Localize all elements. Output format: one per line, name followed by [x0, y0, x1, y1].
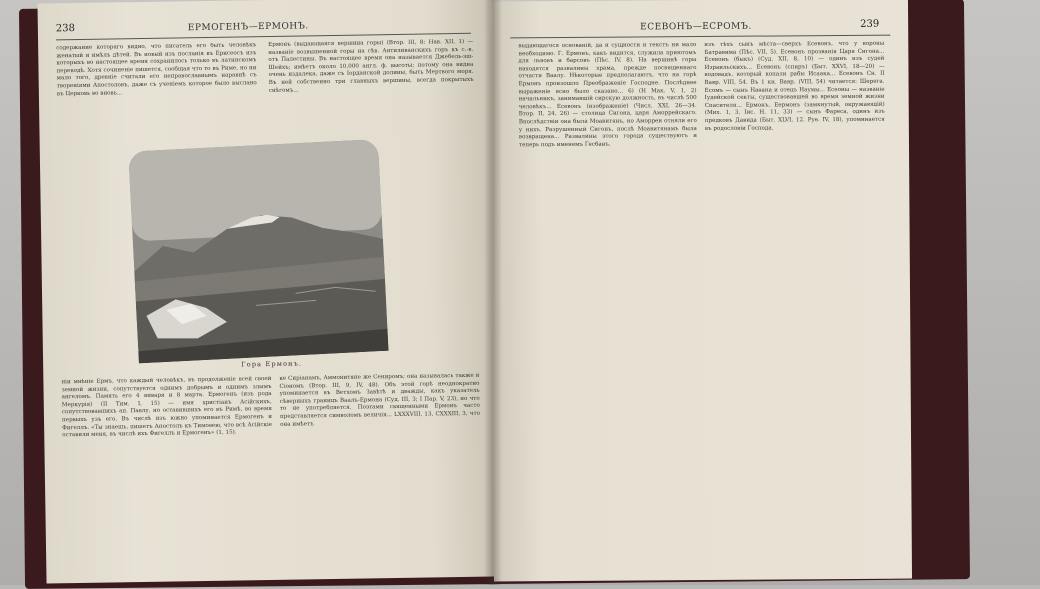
left-col1-bottom-text: ніи мнѣніе Ермъ, что каждый человѣкъ, въ продолженіе всей своей земной жизни, сопутствуется однимъ добрымъ и однимъ злымъ ангеломъ. Память его 4 января и 8 марта. Ермогенъ (изъ рода Меркурія) (II Тим. I, 15) — имя христіанъ Асійскихъ, сопутствовавшихъ ап. Павлу, но оставившихъ его въ Римѣ, во время первыхъ узъ его. Въ числѣ изъ южно упоминается Ермогенъ и Фигеллъ. «Ты знаешь, пишетъ Апостолъ къ Тимоѳею, что всѣ Асійскіе оставили меня, въ числѣ ихъ Фигеллъ и Ермогенъ» (1, 15). — [61, 375, 273, 439]
left-col2-top — [268, 39, 475, 142]
left-col1-bottom — [61, 376, 274, 579]
header-rule-right — [510, 35, 890, 39]
left-col2-top-text: Ермонъ (выдающаяся вершина горы) (Втор. III, 8; Нав. XII, 1) — названіе возвышенной горы на сѣв. Антиливанскихъ горъ къ с.-в. отъ Палестины. Въ настоящее время она называется Джебель-эш-Шейхъ; имѣетъ около 10,000 англ. ф. высоты; потому она видна очень издалека, даже съ Іорданской долины, быть Мертвого моря. Въ ней собственно три главныхъ вершины, всегда покрытыхъ снѣгомъ... — [268, 38, 474, 94]
right-page — [490, 0, 912, 581]
figure-caption: Гора Ермонъ. — [241, 359, 303, 369]
right-col1-text: выдающагося основаній, да и сущности и текстъ ни мало необходимо. Г. Ермонъ, какъ видится, служила приютомъ для львовъ и барсовъ (Пѣс. IV, 8). На вершинѣ горы находятся развалины храма, прежде посвященнаго отчасти Ваалу. Нѣкоторые предполагаютъ, что на горѣ Ермонъ произошло Преображеніе Господне. Послѣднее выраженіе ясно было сказано... 6) (Н Мак. V, 1, 2) начальникъ, занимавшій сирскую должность, въ числѣ 500 человѣкъ... Есевонъ (изображеніе) (Числ. XXI, 26—34. Втор. II, 24, 26) — столица Сигона, царя Аморрейскаго. Впослѣдствіи она была Моавитянъ, но Аморреи отняли его у нихъ. Разрушенный Сигонъ, послѣ Моавитянамъ была возвращена... Развалины этого города существуютъ и теперь подъ именемъ Гесбанъ. — [518, 42, 697, 148]
left-col1-top — [56, 42, 258, 145]
book-gutter — [484, 0, 502, 585]
right-col2-text: изъ тѣхъ сынъ мѣста—сверхъ Есевонъ, что у вороны Батравима (Пѣс. VII, 5). Есевонъ прозванія Царя Сигона... Есевонъ (быкъ) (Суд. XII, 8, 10) — одинъ изъ судей Израильскихъ... Есевонъ (спиръ) (Быт. XXVI, 18—20) — водовадъ, который копали рабы Исаака... Есевонъ Сн. II Вавр. VIII, 54. Въ 1 кн. Вавр. (VIII, 54) читается: Шерега. Есомъ — сынъ Наѳана и отецъ Наумы... Есеоны — названіе Іудейской секты, существовавшей во время земной жизни Спасителя... Ермонъ, Еермонъ (замкнутый, окружающій) (Мих. 1, 3, Іис. Н. 11, 33) — сынъ Фареса, одинъ изъ предковъ Давида (Быт. XLVI, 12. Руѳ. IV, 18), упоминается въ родословіи Господа. — [704, 40, 885, 132]
page-number-left: 238 — [55, 23, 76, 35]
running-head-left: ЕРМОГЕНЪ—ЕРМОНЪ. — [187, 21, 309, 34]
left-page — [37, 0, 501, 584]
page-number-right: 239 — [860, 18, 880, 30]
right-col1 — [518, 42, 700, 573]
left-col2-bottom — [279, 373, 482, 576]
running-head-right: ЕСЕВОНЪ—ЕСРОМЪ. — [640, 21, 752, 33]
right-col2 — [704, 41, 888, 572]
mount-hermon-engraving — [128, 139, 388, 363]
left-col1-top-text: содержание котораго видно, что писатель его быть человѣкъ женатый и имѣлъ дѣтей. Въ новый изъ посланія въ Ерисеосъ изъ которыхъ во настоящее время сохранилось только въ латинскомъ переводѣ. Хотя сочиненіе пишется, сообщая что то въ Риме, но ни мало того, древніе считали его неправославнымъ наравнѣ съ твореніями Апостоловъ, даже съ ученіемъ которое было выслано въ Церковь во вновь... — [56, 42, 257, 97]
left-col2-bottom-text: ке Сиріанамъ, Аммонитяне же Сениромъ; она называлась также и Сіономъ (Втор. III, 9, IV, 48). Объ этой горѣ неоднократно упоминается въ Ветхомъ Завѣтѣ и дважды, какъ указатель сѣверныхъ границъ Ваалъ-Ермона (Суд. III, 3; I Пар. V, 23), но что то не употребляется. Поэтами священными Ермонъ часто представляется символомъ величія... LXXXVIII, 13, CXXXIII, 3, что она имѣетъ — [279, 372, 481, 428]
